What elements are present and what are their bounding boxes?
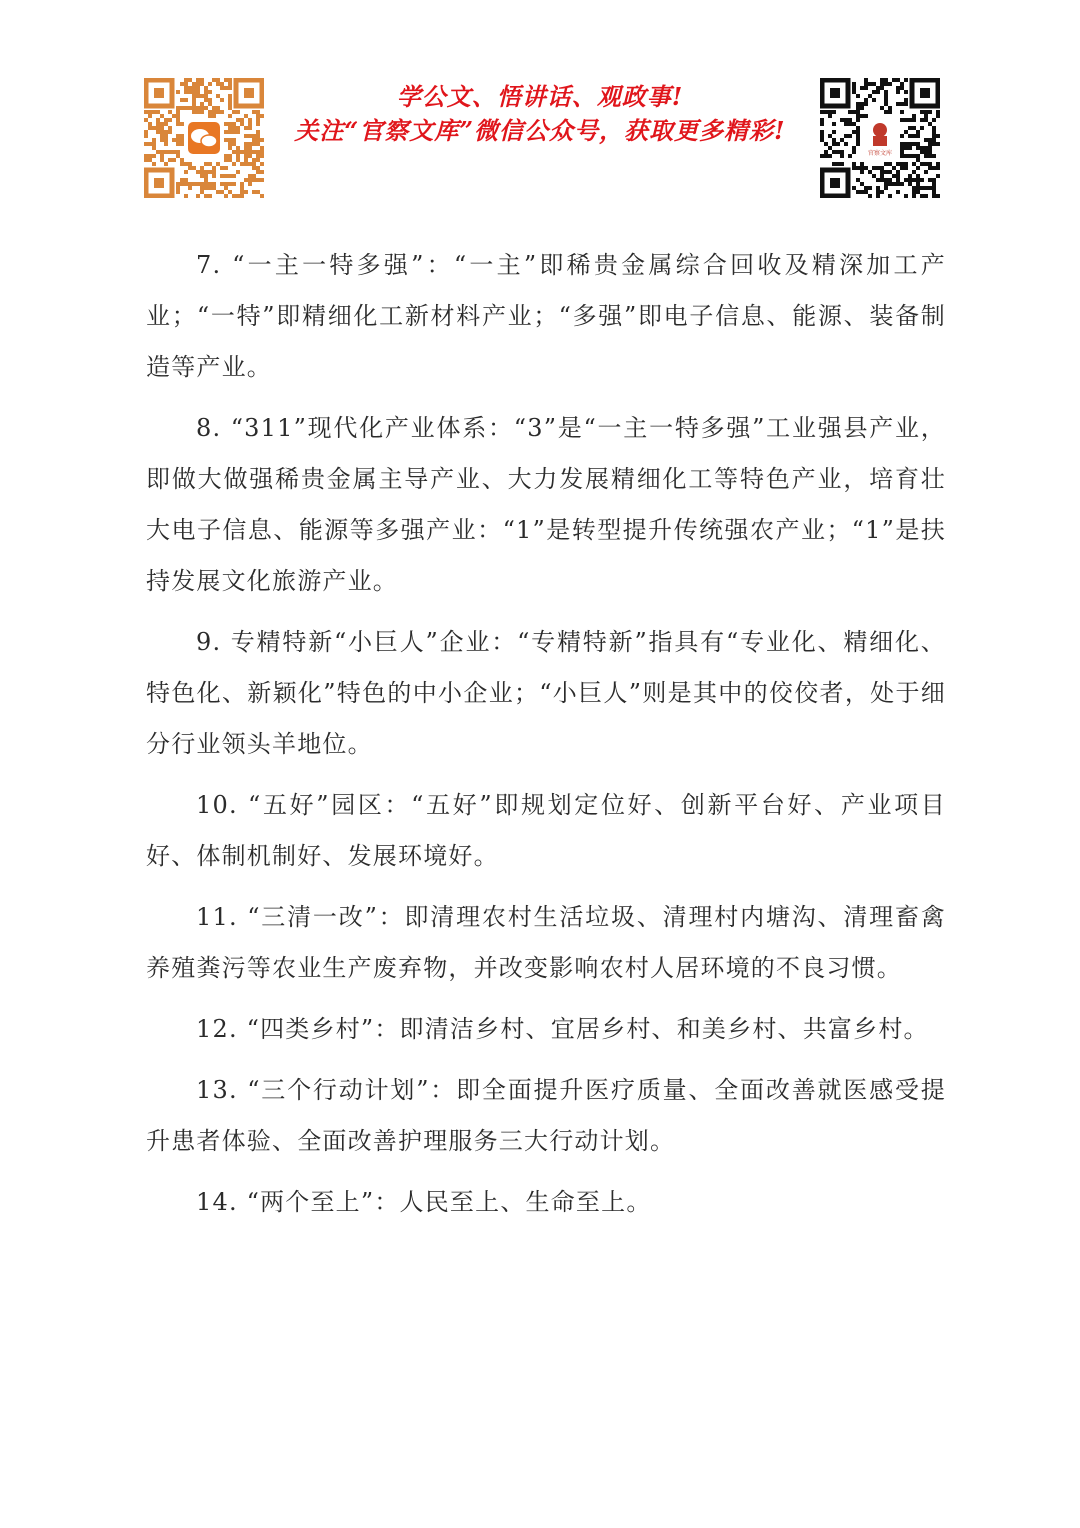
paragraph-9: 9. 专精特新“小巨人”企业：“专精特新”指具有“专业化、精细化、特色化、新颖化”特色的中小企业；“小巨人”则是其中的佼佼者，处于细分行业领头羊地位。 xyxy=(146,628,946,758)
qr-code-icon[interactable] xyxy=(820,78,940,198)
wechat-qr-code-icon[interactable] xyxy=(144,78,264,198)
slogan-line-2: 关注“官察文库”微信公众号，获取更多精彩! xyxy=(294,116,786,145)
qr-caption: 官察文库 xyxy=(867,150,893,157)
slogan-line-1: 学公文、悟讲话、观政事! xyxy=(396,82,684,111)
paragraph-13: 13. “三个行动计划”：即全面提升医疗质量、全面改善就医感受提升患者体验、全面改善护理服务三大行动计划。 xyxy=(146,1076,946,1155)
paragraph-8: 8. “311”现代化产业体系：“3”是“一主一特多强”工业强县产业，即做大做强稀贵金属主导产业、大力发展精细化工等特色产业，培育壮大电子信息、能源等多强产业：“1”是转型提升传统强农产业；“1”是扶持发展文化旅游产业。 xyxy=(146,414,946,595)
paragraph-14: 14. “两个至上”：人民至上、生命至上。 xyxy=(196,1188,652,1216)
paragraph-10: 10. “五好”园区：“五好”即规划定位好、创新平台好、产业项目好、体制机制好、发展环境好。 xyxy=(146,791,946,870)
paragraph-11: 11. “三清一改”：即清理农村生活垃圾、清理村内塘沟、清理畜禽养殖粪污等农业生产废弃物，并改变影响农村人居环境的不良习惯。 xyxy=(146,903,946,982)
paragraph-12: 12. “四类乡村”：即清洁乡村、宜居乡村、和美乡村、共富乡村。 xyxy=(196,1015,929,1043)
paragraph-7: 7. “一主一特多强”：“一主”即稀贵金属综合回收及精深加工产业；“一特”即精细化工新材料产业；“多强”即电子信息、能源、装备制造等产业。 xyxy=(146,251,946,381)
document-body xyxy=(146,240,946,1238)
page-header xyxy=(0,0,1080,210)
mascot-icon xyxy=(873,123,887,137)
